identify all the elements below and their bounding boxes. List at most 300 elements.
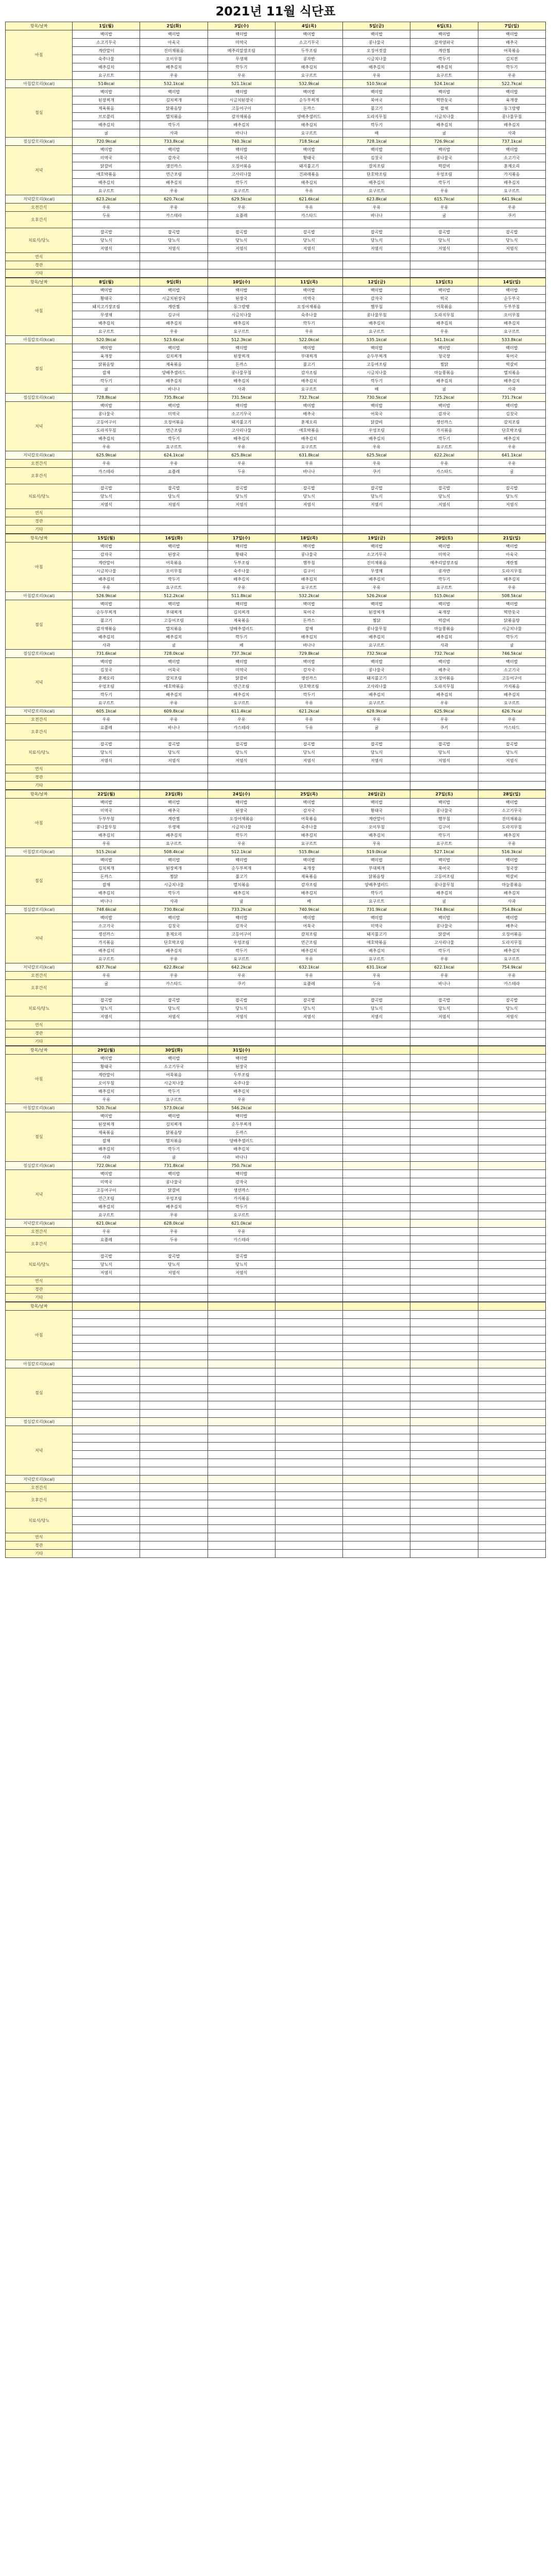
menu-cell: 애호박볶음 (275, 427, 342, 435)
calorie-cell: 731.8kcal (140, 1162, 208, 1170)
menu-cell: 잡채 (73, 369, 140, 377)
menu-cell: 깍두기 (275, 691, 342, 699)
calorie-cell: 515.0kcal (410, 592, 478, 600)
menu-cell: 백미밥 (140, 286, 208, 295)
menu-cell: 배추김치 (73, 889, 140, 897)
snack-cell: 우유 (343, 460, 410, 468)
menu-cell: 돈까스 (208, 1129, 275, 1137)
empty-cell (208, 220, 275, 228)
table-row (6, 666, 546, 674)
calorie-cell: 641.9kcal (478, 195, 545, 204)
menu-cell: 감자국 (73, 551, 140, 559)
table-row (6, 1236, 546, 1244)
empty-cell (208, 1244, 275, 1252)
menu-cell (478, 1129, 545, 1137)
menu-cell: 배추김치 (275, 63, 342, 72)
menu-cell: 우유 (343, 72, 410, 80)
menu-cell: 오이무침 (343, 823, 410, 832)
menu-cell: 아욱국 (140, 39, 208, 47)
menu-cell: 두부조림 (275, 47, 342, 55)
menu-cell: 배추김치 (73, 633, 140, 641)
extra-label: 기타 (6, 1294, 73, 1302)
empty-cell (140, 1244, 208, 1252)
menu-cell: 콩자반 (275, 55, 342, 63)
menu-cell (343, 1393, 410, 1401)
menu-cell: 순두부찌개 (208, 865, 275, 873)
meal-label: 점심 (6, 88, 73, 138)
table-row (6, 1071, 546, 1079)
table-row (6, 1492, 546, 1500)
menu-cell: 마늘쫑볶음 (478, 881, 545, 889)
snack-cell (478, 1228, 545, 1236)
menu-cell: 감자국 (208, 922, 275, 930)
diet-cell: 저염식 (275, 501, 342, 509)
menu-cell: 연근조림 (275, 939, 342, 947)
menu-cell: 돼지불고기 (343, 930, 410, 939)
calorie-cell: 740.9kcal (275, 906, 342, 914)
menu-cell (73, 1319, 140, 1327)
calorie-cell: 533.8kcal (478, 336, 545, 344)
calorie-cell: 622.1kcal (410, 963, 478, 972)
calorie-cell: 629.5kcal (208, 195, 275, 204)
snack-pm-label: 오후간식 (6, 980, 73, 996)
menu-cell: 배추김치 (73, 947, 140, 955)
empty-cell (478, 1541, 545, 1550)
day-header: 20일(토) (410, 534, 478, 543)
menu-cell: 어묵국 (208, 154, 275, 162)
empty-cell (73, 1244, 140, 1252)
menu-cell: 귤 (410, 129, 478, 138)
empty-cell (208, 1029, 275, 1038)
diet-cell: 저염식 (140, 245, 208, 253)
menu-cell: 시금치나물 (140, 881, 208, 889)
menu-cell: 시금치나물 (208, 311, 275, 319)
empty-cell (140, 476, 208, 484)
empty-cell (73, 269, 140, 278)
day-header: 9일(화) (140, 278, 208, 286)
menu-cell: 요구르트 (208, 1211, 275, 1219)
menu-cell: 소고기무국 (73, 39, 140, 47)
menu-cell: 백미밥 (73, 30, 140, 39)
snack-cell (140, 1484, 208, 1492)
calorie-label: 저녁칼로리(kcal) (6, 1219, 73, 1228)
menu-cell: 황태국 (343, 807, 410, 815)
menu-cell: 배추김치 (343, 947, 410, 955)
empty-cell (73, 517, 140, 526)
table-row (6, 319, 546, 328)
menu-cell: 배추김치 (410, 63, 478, 72)
diet-cell: 저염식 (275, 757, 342, 765)
menu-cell: 귤 (73, 385, 140, 394)
menu-cell: 배추김치 (478, 832, 545, 840)
menu-cell (343, 1079, 410, 1088)
week-table (5, 1302, 546, 1558)
empty-cell (208, 517, 275, 526)
menu-cell: 깍두기 (343, 377, 410, 385)
menu-cell (410, 1368, 478, 1377)
empty-cell (410, 1277, 478, 1285)
calorie-cell (410, 1476, 478, 1484)
meal-label: 저녁 (6, 402, 73, 451)
calorie-cell: 632.1kcal (275, 963, 342, 972)
calorie-label: 점심칼로리(kcal) (6, 138, 73, 146)
day-header: 24일(수) (208, 790, 275, 799)
menu-cell: 우유 (275, 699, 342, 707)
menu-cell: 미역국 (208, 39, 275, 47)
menu-cell: 마늘쫑볶음 (410, 369, 478, 377)
menu-cell: 콩나물국 (73, 410, 140, 418)
snack-cell: 쿠키 (478, 212, 545, 220)
menu-cell: 두부조림 (208, 559, 275, 567)
menu-cell (140, 1327, 208, 1335)
snack-cell: 카스타드 (275, 212, 342, 220)
table-row (6, 418, 546, 427)
empty-cell (275, 1533, 342, 1541)
menu-cell: 연근조림 (140, 427, 208, 435)
table-row (6, 1385, 546, 1393)
menu-cell: 바나나 (140, 385, 208, 394)
menu-cell: 백미밥 (275, 543, 342, 551)
menu-cell: 청국장 (478, 865, 545, 873)
calorie-cell: 631.8kcal (275, 451, 342, 460)
extra-label: 기타 (6, 526, 73, 534)
table-row (6, 1137, 546, 1145)
day-header (410, 1046, 478, 1055)
day-header: 14일(일) (478, 278, 545, 286)
menu-cell: 배추김치 (478, 947, 545, 955)
menu-cell: 요구르트 (208, 187, 275, 195)
menu-cell: 배추김치 (73, 832, 140, 840)
menu-cell: 계란찜 (140, 303, 208, 311)
menu-cell: 미역국 (140, 410, 208, 418)
menu-cell: 동그랑땡 (478, 105, 545, 113)
menu-cell (478, 1426, 545, 1434)
menu-cell: 고등어구이 (478, 674, 545, 683)
menu-cell: 햄부침 (275, 559, 342, 567)
calorie-cell: 611.4kcal (208, 707, 275, 716)
menu-cell: 돼지고기장조림 (73, 303, 140, 311)
empty-cell (410, 253, 478, 261)
table-row (6, 278, 546, 286)
empty-cell (478, 765, 545, 773)
week-table (5, 1046, 546, 1302)
empty-cell (478, 1277, 545, 1285)
menu-cell: 깍두기 (275, 319, 342, 328)
menu-cell (73, 1467, 140, 1476)
table-row (6, 1154, 546, 1162)
menu-cell: 깍두기 (140, 1088, 208, 1096)
calorie-cell (343, 1162, 410, 1170)
menu-cell (343, 1170, 410, 1178)
menu-cell (343, 1410, 410, 1418)
calorie-row (6, 1476, 546, 1484)
menu-cell (343, 1434, 410, 1443)
menu-cell: 배추김치 (275, 377, 342, 385)
snack-cell (343, 1484, 410, 1492)
menu-cell: 배 (275, 897, 342, 906)
menu-cell (478, 1178, 545, 1187)
calorie-cell: 623.2kcal (73, 195, 140, 204)
empty-cell (73, 1541, 140, 1550)
snack-cell: 요플레 (208, 212, 275, 220)
menu-cell: 배추김치 (343, 691, 410, 699)
calorie-cell: 728.0kcal (140, 650, 208, 658)
table-row (6, 617, 546, 625)
diet-cell: 저염식 (73, 245, 140, 253)
menu-cell: 우유 (343, 840, 410, 848)
empty-cell (478, 732, 545, 740)
menu-cell: 떡갈비 (410, 162, 478, 171)
snack-cell: 카스테라 (478, 980, 545, 988)
calorie-label: 저녁칼로리(kcal) (6, 195, 73, 204)
table-row (6, 96, 546, 105)
menu-cell: 깍두기 (140, 435, 208, 443)
calorie-cell: 730.8kcal (140, 906, 208, 914)
menu-cell (140, 1459, 208, 1467)
diet-cell: 잡곡밥 (208, 996, 275, 1005)
empty-cell (208, 773, 275, 782)
diet-cell: 저염식 (478, 1013, 545, 1021)
calorie-row (6, 336, 546, 344)
menu-cell (478, 1385, 545, 1393)
menu-cell: 배추김치 (410, 319, 478, 328)
menu-cell: 우유 (73, 1096, 140, 1104)
menu-cell: 배추김치 (478, 575, 545, 584)
diet-cell: 저염식 (140, 757, 208, 765)
day-header: 18일(목) (275, 534, 342, 543)
menu-cell: 배추김치 (410, 377, 478, 385)
menu-cell: 잡채 (73, 881, 140, 889)
menu-cell (343, 1401, 410, 1410)
menu-cell: 사과 (478, 385, 545, 394)
menu-cell: 백미밥 (140, 88, 208, 96)
table-row (6, 517, 546, 526)
menu-cell: 백미밥 (410, 30, 478, 39)
menu-cell (410, 1377, 478, 1385)
table-row (6, 204, 546, 212)
menu-cell (410, 1443, 478, 1451)
menu-cell (343, 1129, 410, 1137)
table-row (6, 1269, 546, 1277)
diet-cell: 당뇨식 (410, 493, 478, 501)
menu-cell (275, 1096, 342, 1104)
calorie-cell: 620.7kcal (140, 195, 208, 204)
menu-cell: 햄부침 (410, 815, 478, 823)
menu-cell: 어묵국 (343, 410, 410, 418)
empty-cell (410, 1294, 478, 1302)
table-row (6, 1319, 546, 1327)
menu-cell: 우유 (275, 187, 342, 195)
calorie-cell: 524.1kcal (410, 80, 478, 88)
menu-cell (140, 1410, 208, 1418)
menu-cell (478, 1112, 545, 1121)
menu-cell: 백미밥 (478, 402, 545, 410)
menu-cell: 찜닭 (343, 617, 410, 625)
calorie-cell: 625.8kcal (208, 451, 275, 460)
menu-cell: 백미밥 (140, 146, 208, 154)
menu-cell (140, 1377, 208, 1385)
menu-cell: 우유 (478, 443, 545, 451)
menu-cell: 콩나물무침 (478, 113, 545, 121)
menu-cell: 시금치나물 (208, 823, 275, 832)
menu-cell: 우유 (208, 1096, 275, 1104)
menu-cell: 시금치된장국 (140, 295, 208, 303)
empty-cell (208, 1038, 275, 1046)
menu-cell: 부대찌개 (343, 865, 410, 873)
menu-cell (208, 1377, 275, 1385)
menu-cell: 김구이 (410, 823, 478, 832)
empty-cell (343, 765, 410, 773)
diet-cell (73, 1525, 140, 1533)
menu-cell: 오징어볶음 (140, 418, 208, 427)
empty-cell (140, 988, 208, 996)
meal-label: 점심 (6, 856, 73, 906)
menu-cell (410, 1187, 478, 1195)
menu-cell (478, 1203, 545, 1211)
menu-cell: 소고기국 (478, 154, 545, 162)
menu-cell: 우엉조림 (208, 939, 275, 947)
menu-cell (275, 1211, 342, 1219)
menu-cell: 어묵볶음 (410, 303, 478, 311)
empty-cell (73, 1500, 140, 1509)
menu-cell: 배추김치 (343, 575, 410, 584)
calorie-cell: 733.2kcal (208, 906, 275, 914)
table-row (6, 765, 546, 773)
diet-cell: 당뇨식 (478, 236, 545, 245)
empty-cell (140, 1550, 208, 1558)
menu-cell: 도라지무침 (73, 427, 140, 435)
diet-cell: 당뇨식 (478, 749, 545, 757)
table-row (6, 1145, 546, 1154)
snack-cell: 우유 (73, 716, 140, 724)
blend-label: 경관 (6, 261, 73, 269)
menu-cell: 귤 (140, 641, 208, 650)
table-row (6, 361, 546, 369)
menu-cell: 육개장 (410, 608, 478, 617)
menu-cell (275, 1385, 342, 1393)
snack-cell: 카스타드 (478, 724, 545, 732)
empty-cell (73, 732, 140, 740)
menu-cell: 백미밥 (73, 1170, 140, 1178)
menu-cell (343, 1112, 410, 1121)
menu-cell: 연근조림 (208, 683, 275, 691)
menu-cell: 감자국 (275, 666, 342, 674)
table-row (6, 840, 546, 848)
diet-cell (208, 1517, 275, 1525)
menu-cell: 백미밥 (275, 914, 342, 922)
table-row (6, 699, 546, 707)
menu-cell: 귤 (140, 1154, 208, 1162)
calorie-cell: 641.1kcal (478, 451, 545, 460)
menu-cell: 깍두기 (73, 377, 140, 385)
table-row (6, 782, 546, 790)
table-row (6, 683, 546, 691)
empty-cell (343, 1021, 410, 1029)
empty-cell (208, 1533, 275, 1541)
menu-cell: 귤 (410, 897, 478, 906)
menu-cell: 사과 (478, 897, 545, 906)
menu-cell: 미역국 (275, 295, 342, 303)
table-row (6, 1377, 546, 1385)
empty-cell (478, 1029, 545, 1038)
menu-cell: 백미밥 (73, 402, 140, 410)
menu-cell: 백미밥 (140, 344, 208, 352)
calorie-label: 아침칼로리(kcal) (6, 1104, 73, 1112)
menu-cell: 백미밥 (410, 600, 478, 608)
menu-cell: 백미밥 (140, 600, 208, 608)
empty-cell (140, 1500, 208, 1509)
empty-cell (343, 1533, 410, 1541)
diet-cell: 잡곡밥 (478, 484, 545, 493)
diet-cell: 당뇨식 (410, 236, 478, 245)
menu-cell: 된장찌개 (73, 1121, 140, 1129)
calorie-cell: 754.8kcal (478, 906, 545, 914)
calorie-cell (478, 1360, 545, 1368)
calorie-cell: 521.1kcal (208, 80, 275, 88)
empty-cell (478, 773, 545, 782)
menu-cell: 떡갈비 (478, 873, 545, 881)
empty-cell (275, 1021, 342, 1029)
menu-cell: 깍두기 (478, 633, 545, 641)
day-header (410, 1302, 478, 1311)
menu-cell: 백미밥 (343, 543, 410, 551)
menu-cell (275, 1434, 342, 1443)
soft-label: 연식 (6, 1021, 73, 1029)
table-row (6, 716, 546, 724)
extra-label: 기타 (6, 782, 73, 790)
table-row (6, 261, 546, 269)
menu-cell: 요구르트 (343, 641, 410, 650)
menu-cell: 김치찌개 (73, 865, 140, 873)
table-row (6, 1451, 546, 1459)
menu-cell: 닭갈비 (140, 1187, 208, 1195)
empty-cell (275, 1550, 342, 1558)
meal-label: 저녁 (6, 658, 73, 707)
diet-cell: 당뇨식 (140, 236, 208, 245)
empty-cell (73, 1021, 140, 1029)
calorie-cell (410, 1418, 478, 1426)
menu-cell (478, 1121, 545, 1129)
table-row (6, 385, 546, 394)
calorie-row (6, 451, 546, 460)
diet-cell: 당뇨식 (478, 1005, 545, 1013)
table-row (6, 286, 546, 295)
empty-cell (410, 773, 478, 782)
menu-cell (478, 1079, 545, 1088)
menu-cell (275, 1121, 342, 1129)
empty-cell (410, 1244, 478, 1252)
menu-cell: 백미밥 (410, 146, 478, 154)
empty-cell (275, 220, 342, 228)
menu-cell (478, 1096, 545, 1104)
table-row (6, 584, 546, 592)
table-row (6, 749, 546, 757)
menu-cell: 백미밥 (140, 1055, 208, 1063)
menu-cell (275, 1327, 342, 1335)
menu-cell: 멸치볶음 (140, 113, 208, 121)
menu-cell: 배추김치 (343, 63, 410, 72)
diet-cell: 잡곡밥 (275, 484, 342, 493)
menu-cell: 요구르트 (410, 443, 478, 451)
empty-cell (140, 509, 208, 517)
calorie-row (6, 394, 546, 402)
snack-cell (343, 1492, 410, 1500)
menu-cell: 불고기 (343, 105, 410, 113)
empty-cell (73, 253, 140, 261)
calorie-label: 점심칼로리(kcal) (6, 394, 73, 402)
menu-cell: 애호박볶음 (343, 939, 410, 947)
menu-cell: 무생채 (343, 567, 410, 575)
